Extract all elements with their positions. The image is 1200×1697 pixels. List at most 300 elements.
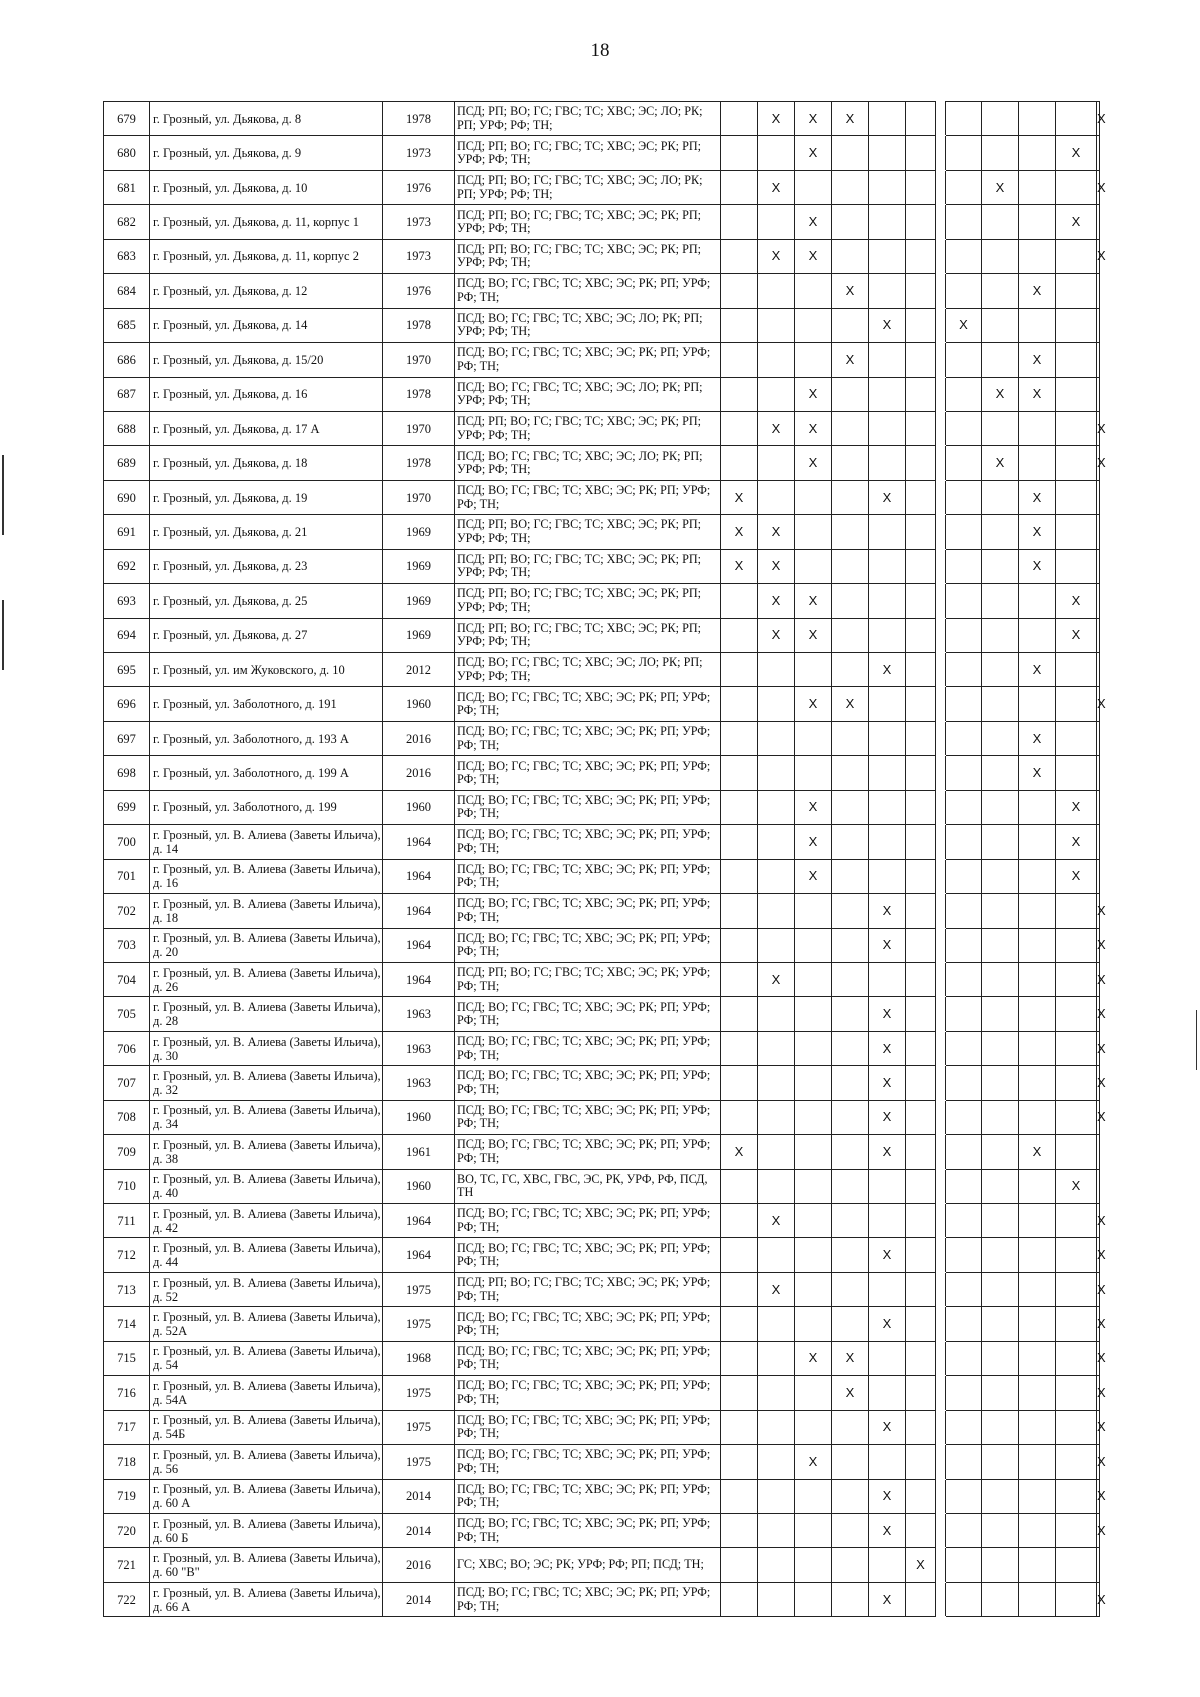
address-cell: г. Грозный, ул. В. Алиева (Заветы Ильича), д. 42 [150,1204,383,1238]
mark-cell-7 [982,343,1019,377]
mark-cell-7 [982,205,1019,239]
mark-cell-4 [869,618,906,652]
table-row [104,1410,1100,1444]
column-gap [936,928,946,962]
works-list-cell: ПСД; ВО; ГС; ГВС; ТС; ХВС; ЭС; РК; РП; УРФ; РФ; ТН; [455,928,721,962]
works-list-cell: ПСД; ВО; ГС; ГВС; ТС; ХВС; ЭС; РК; РП; УРФ; РФ; ТН; [455,687,721,721]
mark-cell-2 [795,756,832,790]
check-mark: Х [795,102,832,136]
column-gap [936,1272,946,1306]
address-cell: г. Грозный, ул. Дьякова, д. 15/20 [150,343,383,377]
works-list-cell: ПСД; РП; ВО; ГС; ГВС; ТС; ХВС; ЭС; РК; РП; УРФ; РФ; ТН; [455,239,721,273]
mark-cell-8 [1019,1341,1056,1375]
mark-cell-1 [758,859,795,893]
year-cell: 1964 [383,1204,455,1238]
mark-cell-9 [1056,446,1097,480]
mark-cell-0 [721,1169,758,1203]
mark-cell-5 [906,618,936,652]
mark-cell-10 [1097,790,1100,824]
year-cell: 1970 [383,343,455,377]
mark-cell-8 [1019,687,1056,721]
row-number: 722 [104,1582,150,1616]
check-mark: Х [1097,170,1100,204]
check-mark: Х [1097,1445,1100,1479]
mark-cell-1 [758,721,795,755]
mark-cell-7 [982,584,1019,618]
table-row [104,446,1100,480]
mark-cell-1 [758,136,795,170]
check-mark: Х [1097,1376,1100,1410]
column-gap [936,411,946,445]
mark-cell-6 [946,446,982,480]
address-cell: г. Грозный, ул. Дьякова, д. 18 [150,446,383,480]
mark-cell-3 [832,1513,869,1547]
address-cell: г. Грозный, ул. В. Алиева (Заветы Ильича), д. 54А [150,1376,383,1410]
mark-cell-8 [1019,997,1056,1031]
check-mark: Х [869,1479,906,1513]
check-mark: Х [721,549,758,583]
mark-cell-2 [795,1272,832,1306]
row-number: 715 [104,1341,150,1375]
mark-cell-8 [1019,1204,1056,1238]
mark-cell-3 [832,549,869,583]
mark-cell-2 [795,1410,832,1444]
year-cell: 1976 [383,274,455,308]
mark-cell-8 [1019,1445,1056,1479]
mark-cell-3 [832,721,869,755]
mark-cell-0 [721,1479,758,1513]
column-gap [936,343,946,377]
mark-cell-4 [869,170,906,204]
address-cell: г. Грозный, ул. Заболотного, д. 193 А [150,721,383,755]
address-cell: г. Грозный, ул. Дьякова, д. 25 [150,584,383,618]
mark-cell-7 [982,274,1019,308]
housing-registry-table [103,101,1106,1617]
column-gap [936,102,946,136]
mark-cell-4 [869,274,906,308]
table-row [104,239,1100,273]
year-cell: 1963 [383,1066,455,1100]
mark-cell-7 [982,1341,1019,1375]
table-row [104,618,1100,652]
mark-cell-9 [1056,1307,1097,1341]
check-mark: Х [1019,653,1056,687]
mark-cell-5 [906,1445,936,1479]
check-mark: Х [758,239,795,273]
check-mark: Х [1097,997,1100,1031]
mark-cell-9 [1056,1031,1097,1065]
works-list-cell: ПСД; ВО; ГС; ГВС; ТС; ХВС; ЭС; РК; РП; УРФ; РФ; ТН; [455,894,721,928]
check-mark: Х [795,377,832,411]
mark-cell-6 [946,756,982,790]
works-list-cell: ПСД; ВО; ГС; ГВС; ТС; ХВС; ЭС; РК; РП; УРФ; РФ; ТН; [455,1376,721,1410]
row-number: 721 [104,1548,150,1582]
check-mark: Х [1056,136,1097,170]
column-gap [936,584,946,618]
scan-edge-mark-left-2 [2,600,4,670]
address-cell: г. Грозный, ул. В. Алиева (Заветы Ильича), д. 16 [150,859,383,893]
check-mark: Х [869,1307,906,1341]
mark-cell-0 [721,343,758,377]
mark-cell-10 [1097,756,1100,790]
table-row [104,687,1100,721]
check-mark: Х [721,1135,758,1169]
mark-cell-7 [982,1238,1019,1272]
column-gap [936,687,946,721]
check-mark: Х [1019,343,1056,377]
mark-cell-1 [758,1066,795,1100]
row-number: 706 [104,1031,150,1065]
registry-rows [104,102,1106,1617]
address-cell: г. Грозный, ул. Заболотного, д. 199 А [150,756,383,790]
address-cell: г. Грозный, ул. В. Алиева (Заветы Ильича), д. 60 А [150,1479,383,1513]
year-cell: 1960 [383,687,455,721]
mark-cell-1 [758,1135,795,1169]
row-number: 692 [104,549,150,583]
row-number: 698 [104,756,150,790]
check-mark: Х [1019,377,1056,411]
mark-cell-4 [869,687,906,721]
mark-cell-4 [869,584,906,618]
year-cell: 2016 [383,756,455,790]
row-number: 709 [104,1135,150,1169]
address-cell: г. Грозный, ул. Дьякова, д. 17 А [150,411,383,445]
check-mark: Х [721,515,758,549]
mark-cell-5 [906,687,936,721]
mark-cell-5 [906,308,936,342]
mark-cell-1 [758,825,795,859]
row-number: 684 [104,274,150,308]
year-cell: 2012 [383,653,455,687]
mark-cell-5 [906,1582,936,1616]
row-number: 714 [104,1307,150,1341]
works-list-cell: ПСД; ВО; ГС; ГВС; ТС; ХВС; ЭС; РК; РП; УРФ; РФ; ТН; [455,1479,721,1513]
check-mark: Х [1019,480,1056,514]
works-list-cell: ПСД; ВО; ГС; ГВС; ТС; ХВС; ЭС; РК; РП; УРФ; РФ; ТН; [455,1066,721,1100]
table-row [104,1376,1100,1410]
address-cell: г. Грозный, ул. Дьякова, д. 10 [150,170,383,204]
check-mark: Х [795,446,832,480]
mark-cell-2 [795,1066,832,1100]
year-cell: 2014 [383,1582,455,1616]
year-cell: 1963 [383,997,455,1031]
mark-cell-5 [906,446,936,480]
mark-cell-0 [721,1100,758,1134]
address-cell: г. Грозный, ул. В. Алиева (Заветы Ильича), д. 44 [150,1238,383,1272]
mark-cell-5 [906,515,936,549]
year-cell: 1975 [383,1445,455,1479]
year-cell: 1964 [383,894,455,928]
year-cell: 1973 [383,136,455,170]
mark-cell-9 [1056,1479,1097,1513]
row-number: 682 [104,205,150,239]
mark-cell-8 [1019,825,1056,859]
row-number: 686 [104,343,150,377]
mark-cell-4 [869,962,906,996]
mark-cell-8 [1019,1410,1056,1444]
mark-cell-8 [1019,136,1056,170]
year-cell: 1964 [383,1238,455,1272]
mark-cell-1 [758,1341,795,1375]
year-cell: 2016 [383,721,455,755]
works-list-cell: ПСД; РП; ВО; ГС; ГВС; ТС; ХВС; ЭС; ЛО; РК; РП; УРФ; РФ; ТН; [455,102,721,136]
mark-cell-0 [721,274,758,308]
table-row [104,411,1100,445]
mark-cell-9 [1056,170,1097,204]
check-mark: Х [1097,1582,1100,1616]
mark-cell-8 [1019,239,1056,273]
year-cell: 2016 [383,1548,455,1582]
mark-cell-10 [1097,584,1100,618]
check-mark: Х [832,687,869,721]
column-gap [936,549,946,583]
mark-cell-1 [758,1031,795,1065]
mark-cell-2 [795,1513,832,1547]
works-list-cell: ПСД; ВО; ГС; ГВС; ТС; ХВС; ЭС; ЛО; РК; РП; УРФ; РФ; ТН; [455,308,721,342]
mark-cell-8 [1019,584,1056,618]
works-list-cell: ПСД; РП; ВО; ГС; ГВС; ТС; ХВС; ЭС; РК; РП; УРФ; РФ; ТН; [455,411,721,445]
mark-cell-6 [946,1272,982,1306]
mark-cell-7 [982,790,1019,824]
mark-cell-0 [721,1410,758,1444]
mark-cell-1 [758,1513,795,1547]
mark-cell-10 [1097,515,1100,549]
mark-cell-1 [758,274,795,308]
mark-cell-4 [869,136,906,170]
mark-cell-5 [906,1272,936,1306]
check-mark: Х [758,411,795,445]
column-gap [936,446,946,480]
check-mark: Х [832,102,869,136]
mark-cell-8 [1019,790,1056,824]
mark-cell-9 [1056,1066,1097,1100]
mark-cell-10 [1097,825,1100,859]
mark-cell-3 [832,997,869,1031]
mark-cell-6 [946,170,982,204]
table-row [104,1100,1100,1134]
mark-cell-2 [795,1100,832,1134]
row-number: 711 [104,1204,150,1238]
row-number: 708 [104,1100,150,1134]
year-cell: 1960 [383,1169,455,1203]
mark-cell-6 [946,1582,982,1616]
table-row [104,1238,1100,1272]
mark-cell-8 [1019,446,1056,480]
mark-cell-5 [906,1376,936,1410]
row-number: 687 [104,377,150,411]
mark-cell-3 [832,928,869,962]
mark-cell-3 [832,205,869,239]
mark-cell-5 [906,1307,936,1341]
mark-cell-2 [795,515,832,549]
address-cell: г. Грозный, ул. Заболотного, д. 199 [150,790,383,824]
address-cell: г. Грозный, ул. Дьякова, д. 23 [150,549,383,583]
check-mark: Х [1097,446,1100,480]
check-mark: Х [869,653,906,687]
works-list-cell: ПСД; ВО; ГС; ГВС; ТС; ХВС; ЭС; РК; РП; УРФ; РФ; ТН; [455,1100,721,1134]
check-mark: Х [1097,894,1100,928]
mark-cell-0 [721,1307,758,1341]
mark-cell-9 [1056,239,1097,273]
mark-cell-2 [795,1135,832,1169]
mark-cell-6 [946,1513,982,1547]
row-number: 705 [104,997,150,1031]
mark-cell-6 [946,411,982,445]
address-cell: г. Грозный, ул. В. Алиева (Заветы Ильича), д. 26 [150,962,383,996]
works-list-cell: ПСД; ВО; ГС; ГВС; ТС; ХВС; ЭС; РК; РП; УРФ; РФ; ТН; [455,1135,721,1169]
column-gap [936,136,946,170]
works-list-cell: ПСД; РП; ВО; ГС; ГВС; ТС; ХВС; ЭС; РК; РП; УРФ; РФ; ТН; [455,618,721,652]
check-mark: Х [1097,411,1100,445]
check-mark: Х [946,308,982,342]
table-row [104,928,1100,962]
mark-cell-0 [721,928,758,962]
column-gap [936,1582,946,1616]
mark-cell-7 [982,136,1019,170]
address-cell: г. Грозный, ул. В. Алиева (Заветы Ильича), д. 52А [150,1307,383,1341]
check-mark: Х [869,1135,906,1169]
year-cell: 1960 [383,790,455,824]
mark-cell-2 [795,1204,832,1238]
year-cell: 1975 [383,1272,455,1306]
mark-cell-5 [906,1031,936,1065]
mark-cell-6 [946,894,982,928]
address-cell: г. Грозный, ул. Дьякова, д. 19 [150,480,383,514]
mark-cell-0 [721,239,758,273]
mark-cell-5 [906,239,936,273]
mark-cell-1 [758,343,795,377]
mark-cell-0 [721,446,758,480]
check-mark: Х [1056,618,1097,652]
column-gap [936,894,946,928]
mark-cell-1 [758,1410,795,1444]
year-cell: 1969 [383,618,455,652]
table-row [104,859,1100,893]
address-cell: г. Грозный, ул. В. Алиева (Заветы Ильича), д. 40 [150,1169,383,1203]
address-cell: г. Грозный, ул. Дьякова, д. 14 [150,308,383,342]
table-row [104,343,1100,377]
mark-cell-6 [946,205,982,239]
mark-cell-5 [906,928,936,962]
mark-cell-9 [1056,997,1097,1031]
check-mark: Х [795,411,832,445]
mark-cell-7 [982,859,1019,893]
check-mark: Х [1097,239,1100,273]
table-row [104,825,1100,859]
year-cell: 1964 [383,859,455,893]
mark-cell-2 [795,343,832,377]
mark-cell-9 [1056,1238,1097,1272]
mark-cell-0 [721,1272,758,1306]
mark-cell-9 [1056,102,1097,136]
year-cell: 1975 [383,1410,455,1444]
mark-cell-0 [721,1376,758,1410]
column-gap [936,721,946,755]
works-list-cell: ПСД; ВО; ГС; ГВС; ТС; ХВС; ЭС; РК; РП; УРФ; РФ; ТН; [455,721,721,755]
check-mark: Х [982,446,1019,480]
check-mark: Х [869,1100,906,1134]
check-mark: Х [1019,515,1056,549]
mark-cell-0 [721,1238,758,1272]
check-mark: Х [1019,549,1056,583]
check-mark: Х [795,584,832,618]
mark-cell-0 [721,653,758,687]
row-number: 717 [104,1410,150,1444]
row-number: 695 [104,653,150,687]
works-list-cell: ПСД; РП; ВО; ГС; ГВС; ТС; ХВС; ЭС; ЛО; РК; РП; УРФ; РФ; ТН; [455,170,721,204]
mark-cell-7 [982,721,1019,755]
address-cell: г. Грозный, ул. В. Алиева (Заветы Ильича), д. 56 [150,1445,383,1479]
mark-cell-6 [946,825,982,859]
address-cell: г. Грозный, ул. В. Алиева (Заветы Ильича), д. 60 "В" [150,1548,383,1582]
mark-cell-3 [832,1548,869,1582]
mark-cell-2 [795,480,832,514]
mark-cell-3 [832,756,869,790]
mark-cell-8 [1019,1238,1056,1272]
check-mark: Х [1056,1169,1097,1203]
address-cell: г. Грозный, ул. В. Алиева (Заветы Ильича), д. 18 [150,894,383,928]
address-cell: г. Грозный, ул. В. Алиева (Заветы Ильича), д. 20 [150,928,383,962]
works-list-cell: ГС; ХВС; ВО; ЭС; РК; УРФ; РФ; РП; ПСД; ТН; [455,1548,721,1582]
mark-cell-0 [721,308,758,342]
mark-cell-9 [1056,1548,1097,1582]
page-number: 18 [590,40,610,61]
mark-cell-2 [795,1582,832,1616]
table-row [104,102,1100,136]
mark-cell-8 [1019,1548,1056,1582]
row-number: 716 [104,1376,150,1410]
address-cell: г. Грозный, ул. Дьякова, д. 11, корпус 2 [150,239,383,273]
row-number: 710 [104,1169,150,1203]
mark-cell-2 [795,1479,832,1513]
mark-cell-7 [982,618,1019,652]
mark-cell-3 [832,1135,869,1169]
mark-cell-2 [795,721,832,755]
mark-cell-3 [832,584,869,618]
mark-cell-3 [832,790,869,824]
check-mark: Х [1019,721,1056,755]
check-mark: Х [982,377,1019,411]
check-mark: Х [1019,274,1056,308]
mark-cell-6 [946,377,982,411]
mark-cell-8 [1019,1031,1056,1065]
check-mark: Х [982,170,1019,204]
table-row [104,1307,1100,1341]
mark-cell-4 [869,825,906,859]
table-row [104,790,1100,824]
row-number: 700 [104,825,150,859]
mark-cell-3 [832,1238,869,1272]
mark-cell-4 [869,102,906,136]
mark-cell-0 [721,825,758,859]
mark-cell-2 [795,928,832,962]
mark-cell-3 [832,239,869,273]
mark-cell-3 [832,1479,869,1513]
row-number: 680 [104,136,150,170]
address-cell: г. Грозный, ул. Дьякова, д. 27 [150,618,383,652]
table-row [104,205,1100,239]
check-mark: Х [869,1066,906,1100]
mark-cell-7 [982,1582,1019,1616]
year-cell: 1964 [383,928,455,962]
mark-cell-1 [758,997,795,1031]
year-cell: 1976 [383,170,455,204]
column-gap [936,308,946,342]
mark-cell-4 [869,1445,906,1479]
mark-cell-0 [721,102,758,136]
works-list-cell: ПСД; РП; ВО; ГС; ГВС; ТС; ХВС; ЭС; РК; УРФ; РФ; ТН; [455,962,721,996]
mark-cell-5 [906,1410,936,1444]
